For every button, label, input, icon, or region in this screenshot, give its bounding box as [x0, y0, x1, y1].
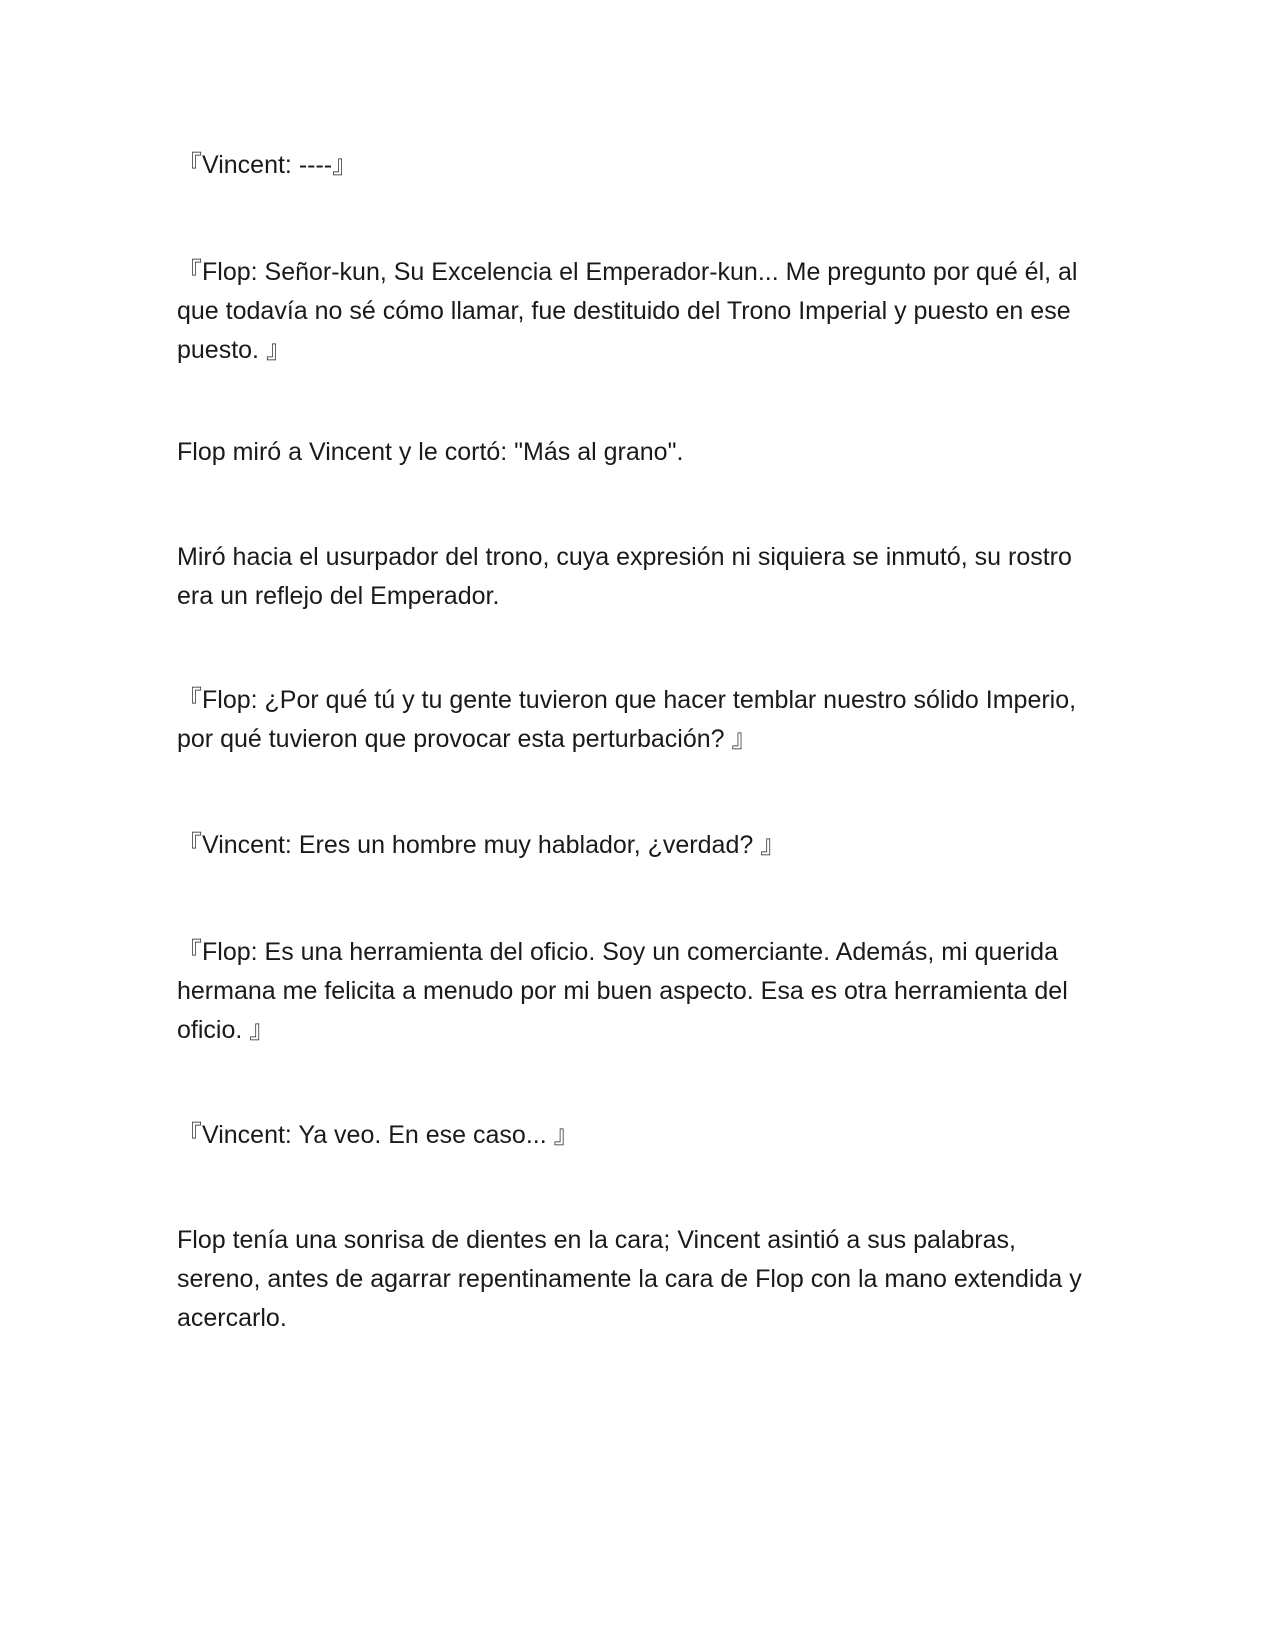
- paragraph-vincent-line-2: 『Vincent: Eres un hombre muy hablador, ¿verdad? 』: [177, 831, 786, 859]
- paragraph-narration-2: Miró hacia el usurpador del trono, cuya expresión ni siquiera se inmutó, su rostro era un reflejo del Emperador.: [177, 543, 1072, 610]
- paragraph-flop-line-1: 『Flop: Señor-kun, Su Excelencia el Emperador-kun... Me pregunto por qué él, al que todavía no sé cómo llamar, fue destituido del Trono Imperial y puesto en ese puesto. 』: [177, 258, 1078, 364]
- paragraph-vincent-line-3: 『Vincent: Ya veo. En ese caso... 』: [177, 1121, 579, 1149]
- paragraph-narration-1: Flop miró a Vincent y le cortó: "Más al grano".: [177, 438, 684, 466]
- paragraph-narration-3: Flop tenía una sonrisa de dientes en la cara; Vincent asintió a sus palabras, sereno, antes de agarrar repentinamente la cara de Flop con la mano extendida y acercarlo.: [177, 1226, 1082, 1332]
- paragraph-vincent-line-1: 『Vincent: ----』: [177, 151, 358, 179]
- paragraph-flop-line-2: 『Flop: ¿Por qué tú y tu gente tuvieron que hacer temblar nuestro sólido Imperio, por qué tuvieron que provocar esta perturbación? 』: [177, 686, 1077, 753]
- paragraph-flop-line-3: 『Flop: Es una herramienta del oficio. Soy un comerciante. Además, mi querida hermana me felicita a menudo por mi buen aspecto. Esa es otra herramienta del oficio. 』: [177, 938, 1068, 1044]
